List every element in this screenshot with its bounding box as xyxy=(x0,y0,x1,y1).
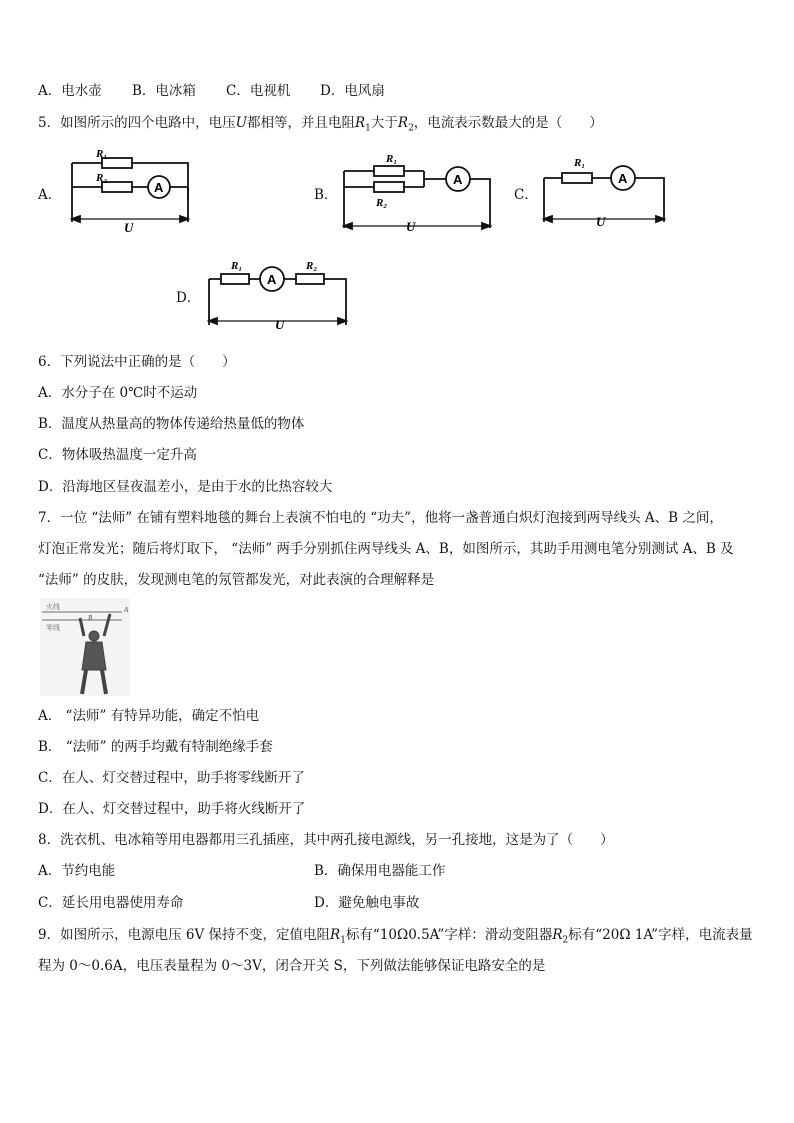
circuit-d-diagram xyxy=(205,255,351,331)
q7-terminal-a-label: A xyxy=(124,606,129,614)
q7-stem-line-1: 7．一位 “法师” 在铺有塑料地毯的舞台上表演不怕电的 “功夫”，他将一盏普通白炽灯泡接到两导线头 A、B 之间， xyxy=(38,510,723,526)
circuit-d-r1-label: R₁ xyxy=(231,260,243,272)
circuit-c-voltage-label: U xyxy=(596,214,606,229)
q8-stem: 8．洗衣机、电冰箱等用电器都用三孔插座，其中两孔接电源线，另一孔接地，这是为了（ ） xyxy=(38,832,614,848)
q4-option-d: D．电风扇 xyxy=(320,83,385,99)
q7-option-d: D．在人、灯交替过程中，助手将火线断开了 xyxy=(38,801,306,817)
circuit-a-diagram xyxy=(66,146,196,234)
q7-live-wire-label: 火线 xyxy=(46,603,60,611)
q7-option-c: C．在人、灯交替过程中，助手将零线断开了 xyxy=(38,770,305,786)
circuit-a-ammeter-symbol: A xyxy=(154,180,164,195)
circuit-b-ammeter-symbol: A xyxy=(453,172,463,187)
circuit-b-r2-label: R₂ xyxy=(376,197,388,209)
circuit-b-voltage-label: U xyxy=(406,219,416,234)
q7-neutral-wire-label: 零线 xyxy=(46,624,60,632)
circuit-c-diagram xyxy=(540,152,670,232)
q8-option-a: A．节约电能 xyxy=(38,863,116,879)
circuit-d-ammeter-symbol: A xyxy=(267,272,277,287)
circuit-a-r2-label: R₂ xyxy=(96,172,108,184)
q6-option-a: A．水分子在 0℃时不运动 xyxy=(38,385,198,401)
circuit-b-diagram xyxy=(340,146,496,238)
q4-option-c: C．电视机 xyxy=(226,83,291,99)
circuit-a-r1-label: R₁ xyxy=(96,148,108,160)
q6-stem: 6．下列说法中正确的是（ ） xyxy=(38,354,236,370)
circuit-a-voltage-label: U xyxy=(124,220,134,234)
q8-option-d: D．避免触电事故 xyxy=(314,895,420,911)
q4-options xyxy=(38,82,385,100)
q4-option-a: A．电水壶 xyxy=(38,83,102,99)
q4-option-b: B．电冰箱 xyxy=(132,83,196,99)
q7-stem-line-2: 灯泡正常发光；随后将灯取下， “法师” 两手分别抓住两导线头 A、B，如图所示，其助手用测电笔分别测试 A、B 及 xyxy=(38,541,734,557)
circuit-d-label: D． xyxy=(176,290,201,306)
circuit-c-label: C． xyxy=(514,187,538,203)
q6-option-b: B．温度从热量高的物体传递给热量低的物体 xyxy=(38,416,305,432)
q7-option-b: B． “法师” 的两手均戴有特制绝缘手套 xyxy=(38,739,273,755)
q8-option-c: C．延长用电器使用寿命 xyxy=(38,895,184,911)
circuit-c-ammeter-symbol: A xyxy=(618,171,628,186)
q9-stem-line-1: 9．如图所示，电源电压 6V 保持不变，定值电阻$R_1$标有“10Ω0.5A”字样：滑动变阻器$R_2$标有“20Ω 1A”字样，电流表量 xyxy=(38,927,753,946)
circuit-b-label: B． xyxy=(314,187,338,203)
circuit-d-r2-label: R₂ xyxy=(306,260,318,272)
q6-option-c: C．物体吸热温度一定升高 xyxy=(38,447,197,463)
q7-stem-line-3: “法师” 的皮肤，发现测电笔的氖管都发光，对此表演的合理解释是 xyxy=(38,572,435,588)
q9-stem-line-2: 程为 0～0.6A，电压表量程为 0～3V，闭合开关 S，下列做法能够保证电路安全的是 xyxy=(38,958,546,974)
q8-option-b: B．确保用电器能工作 xyxy=(314,863,446,879)
q5-stem: 5．如图所示的四个电路中，电压U都相等，并且电阻$R_1$大于$R_2$，电流表示数最大的是（ ） xyxy=(38,115,603,134)
circuit-c-r1-label: R₁ xyxy=(574,157,586,169)
q7-option-a: A． “法师” 有特异功能，确定不怕电 xyxy=(38,708,260,724)
q7-performer-figure xyxy=(40,598,130,696)
circuit-a-label: A． xyxy=(38,187,62,203)
q7-terminal-b-label: B xyxy=(88,614,93,622)
circuit-d-voltage-label: U xyxy=(275,317,285,331)
q6-option-d: D．沿海地区昼夜温差小，是由于水的比热容较大 xyxy=(38,479,333,495)
circuit-b-r1-label: R₁ xyxy=(386,153,398,165)
